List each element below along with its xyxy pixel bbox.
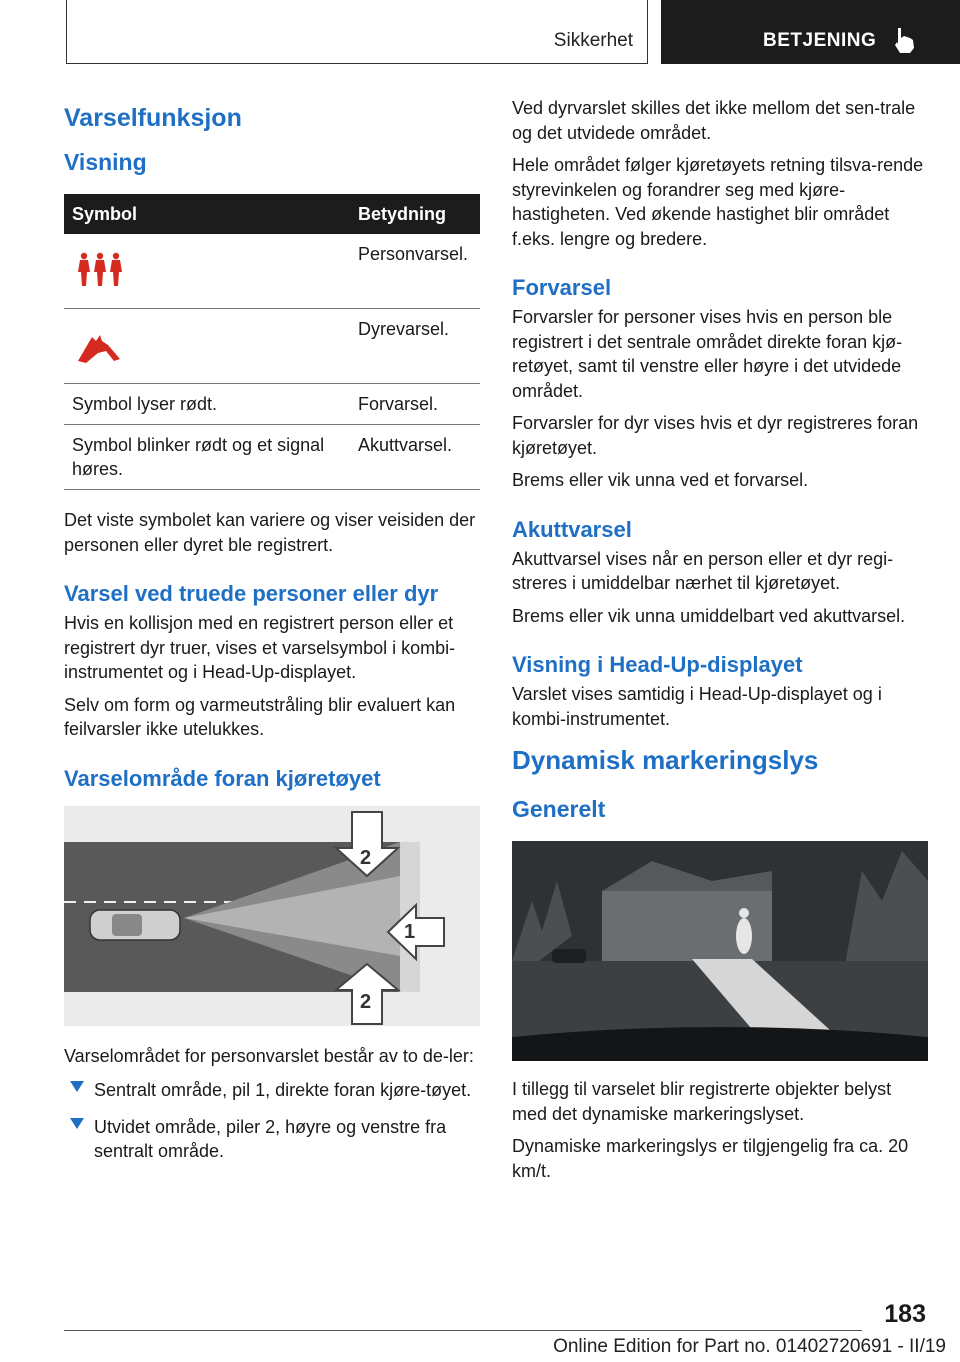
list-item: Sentralt område, pil 1, direkte foran kjøre‐tøyet. [64,1078,480,1103]
table-cell-symbol: Symbol blinker rødt og et signal høres. [64,425,350,490]
paragraph-generelt-2: Dynamiske markeringslys er tilgjengelig fra ca. 20 km/t. [512,1136,909,1181]
paragraph-forvarsel-personer: Forvarsler for personer vises hvis en person ble registrert i det sentrale området direkte foran kjø‐retøyet, samt til venstre eller høyre i det utvidede området. [512,307,903,401]
paragraph-dyrvarsel: Ved dyrvarslet skilles det ikke mellom det sen‐trale og det utvidede området. [512,98,916,143]
table-header-row [64,194,480,234]
triangle-bullet-icon [70,1118,84,1129]
list-item: Utvidet område, piler 2, høyre og venstre fra sentralt område. [64,1115,480,1164]
paragraph-feilvarsler: Selv om form og varmeutstråling blir evaluert kan feilvarsler ikke utelukkes. [64,694,456,739]
triangle-bullet-icon [70,1081,84,1092]
heading-visning: Visning [64,149,147,175]
heading-varselomrade: Varselområde foran kjøretøyet [64,765,381,791]
car-graphic [90,910,180,940]
night-road-graphic [512,841,928,1061]
table-cell-meaning: Dyrevarsel. [350,309,480,384]
pointing-hand-icon [892,26,918,54]
paragraph-kollisjon: Hvis en kollisjon med en registrert person eller et registrert dyr truer, vises et varselsymbol i kombi‐instrumentet og i Head-Up-displayet. [64,613,456,682]
table-cell-symbol [64,309,350,384]
table-header-symbol: Symbol [64,194,350,234]
paragraph-symbol-info: Det viste symbolet kan variere og viser veisiden der personen eller dyret ble registrert. [64,510,476,555]
heading-head-up: Visning i Head-Up-displayet [512,652,803,677]
table-row [64,425,480,490]
heading-akuttvarsel: Akuttvarsel [512,516,632,542]
paragraph-head-up: Varslet vises samtidig i Head-Up-displayet og i kombi-instrumentet. [512,684,882,729]
heading-varselfunksjon: Varselfunksjon [64,104,242,132]
arrow-label-middle: 1 [404,920,416,943]
left-column [64,96,480,1176]
header-section-label: Sikkerhet [553,30,633,51]
table-row [64,234,480,309]
animal-warning-icon [72,325,128,365]
paragraph-hele-omradet: Hele området følger kjøretøyets retning tilsva‐rende styrevinkelen og forandrer seg med kjøre‐hastigheten. Ved økende hastighet blir området f.eks. lengre og bredere. [512,155,924,249]
paragraph-forvarsel-dyr: Forvarsler for dyr vises hvis et dyr registreres foran kjøretøyet. [512,413,919,458]
table-row [64,309,480,384]
table-header-betydning: Betydning [350,194,480,234]
paragraph-forvarsel-brems: Brems eller vik unna ved et forvarsel. [512,470,809,490]
table-cell-meaning: Personvarsel. [350,234,480,309]
heading-dynamisk-markeringslys: Dynamisk markeringslys [512,745,819,775]
arrow-label-top: 2 [360,846,372,869]
heading-generelt: Generelt [512,796,606,822]
arrow-label-bottom: 2 [360,990,372,1013]
heading-forvarsel: Forvarsel [512,275,612,300]
table-cell-symbol: Symbol lyser rødt. [64,384,350,425]
page-number: 183 [884,1300,926,1328]
paragraph-generelt-1: I tillegg til varselet blir registrerte objekter belyst med det dynamiske markeringslyset. [512,1079,892,1124]
pedestrian-warning-icon [72,250,128,290]
table-row [64,384,480,425]
footer-divider [64,1330,862,1331]
paragraph-varselomradet: Varselområdet for personvarslet består av to de‐ler: [64,1045,474,1066]
header-section-tab [66,0,648,64]
bullet-list [64,1078,480,1164]
table-cell-symbol [64,234,350,309]
right-column [512,96,928,1191]
road-diagram-graphic [64,806,480,1026]
table-cell-meaning: Forvarsel. [350,384,480,425]
table-cell-meaning: Akuttvarsel. [350,425,480,490]
heading-truede-personer: Varsel ved truede personer eller dyr [64,581,439,606]
header-chapter-label: BETJENING [763,30,877,51]
paragraph-akuttvarsel-brems: Brems eller vik unna umiddelbart ved akuttvarsel. [512,605,906,626]
night-road-photo [512,841,928,1061]
paragraph-akuttvarsel: Akuttvarsel vises når en person eller et dyr regi‐streres i umiddelbar nærhet til kjøretøyet. [512,548,894,593]
symbol-table [64,194,480,490]
warning-area-diagram [64,806,480,1026]
footer-edition: Online Edition for Part no. 01402720691 - II/19 [553,1336,946,1357]
